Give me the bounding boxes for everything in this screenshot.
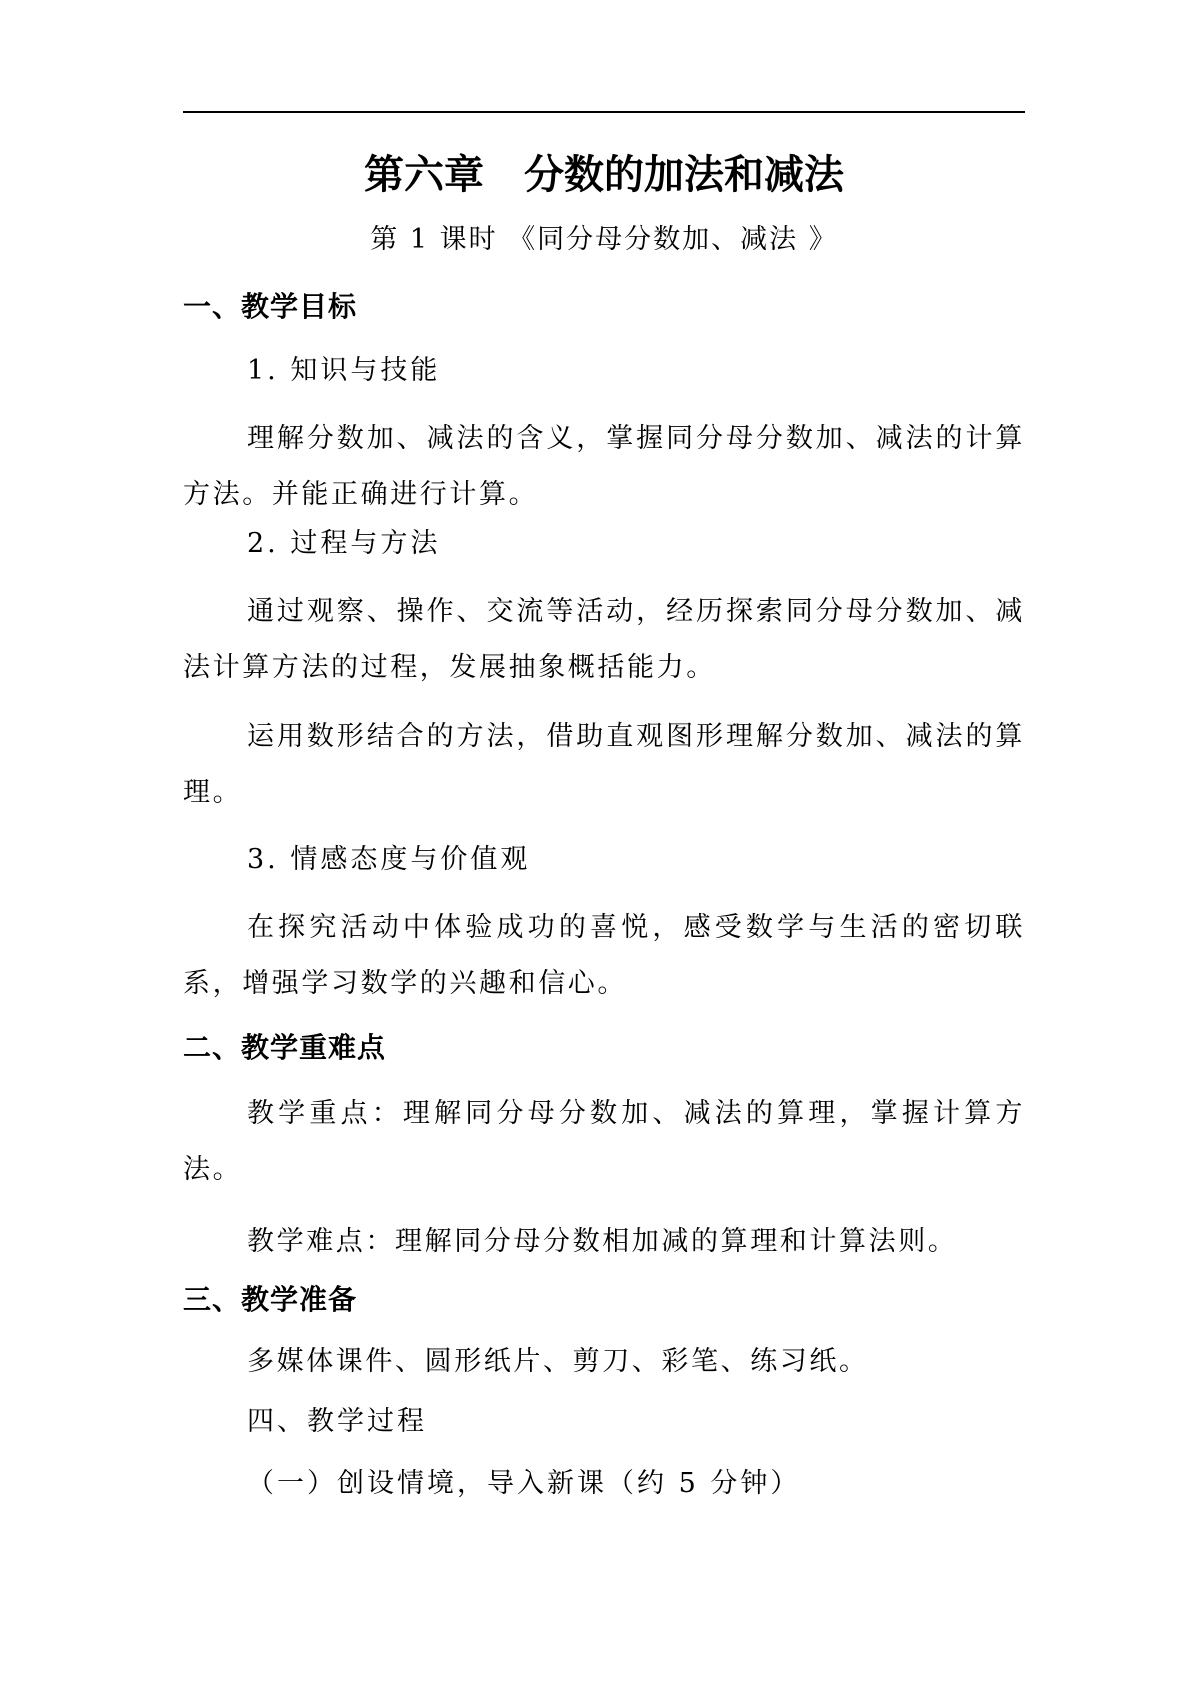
section-heading-process: 四、教学过程 — [247, 1406, 427, 1437]
section-heading-preparation: 三、教学准备 — [183, 1283, 358, 1316]
paragraph-number-shape: 运用数形结合的方法，借助直观图形理解分数加、减法的算理。 — [183, 721, 1025, 808]
section-heading-objectives: 一、教学目标 — [183, 290, 358, 323]
header-rule — [183, 111, 1025, 113]
paragraph-difficult-point: 教学难点：理解同分母分数相加减的算理和计算法则。 — [247, 1226, 958, 1257]
paragraph-knowledge-skills: 理解分数加、减法的含义，掌握同分母分数加、减法的计算方法。并能正确进行计算。 — [183, 423, 1025, 510]
lesson-title: 第 1 课时 《同分母分数加、减法 》 — [370, 224, 838, 255]
process-step-1: （一）创设情境，导入新课（约 5 分钟） — [247, 1468, 801, 1499]
paragraph-key-point: 教学重点：理解同分母分数加、减法的算理，掌握计算方法。 — [183, 1098, 1025, 1185]
subheading-knowledge-skills: 1. 知识与技能 — [247, 355, 441, 386]
subheading-attitude-values: 3. 情感态度与价值观 — [247, 844, 531, 875]
subheading-process-methods: 2. 过程与方法 — [247, 528, 441, 559]
section-heading-key-points: 二、教学重难点 — [183, 1031, 387, 1064]
chapter-title: 第六章 分数的加法和减法 — [364, 152, 844, 198]
paragraph-preparation: 多媒体课件、圆形纸片、剪刀、彩笔、练习纸。 — [247, 1346, 869, 1377]
paragraph-attitude-values: 在探究活动中体验成功的喜悦，感受数学与生活的密切联系，增强学习数学的兴趣和信心。 — [183, 912, 1025, 999]
paragraph-process-methods: 通过观察、操作、交流等活动，经历探索同分母分数加、减法计算方法的过程，发展抽象概括能力。 — [183, 596, 1025, 683]
